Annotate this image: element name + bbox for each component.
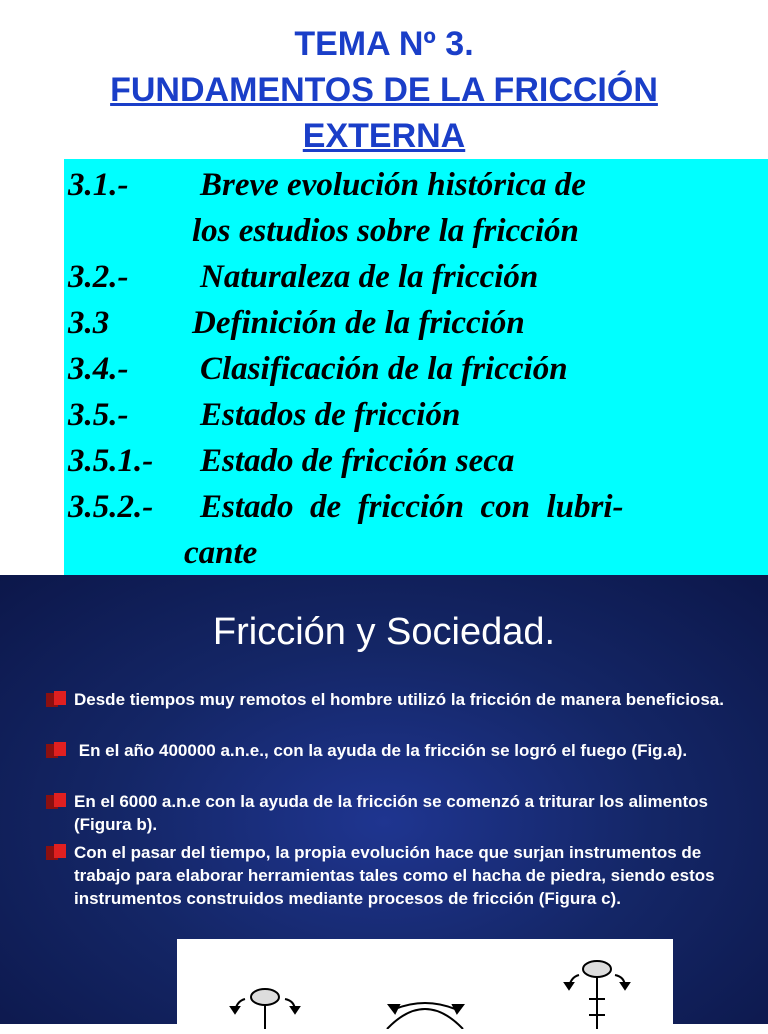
table-of-contents bbox=[64, 159, 768, 576]
toc-text: los estudios sobre la fricción bbox=[192, 213, 579, 249]
toc-text: Estados de fricción bbox=[200, 397, 461, 433]
bullet-text: Desde tiempos muy remotos el hombre utilizó la fricción de manera beneficiosa. bbox=[74, 690, 724, 709]
slide-subtitle-line-1: FUNDAMENTOS DE LA FRICCIÓN bbox=[110, 71, 658, 109]
toc-number: 3.5.2.- bbox=[68, 489, 154, 525]
toc-text: Naturaleza de la fricción bbox=[200, 259, 539, 295]
bullet-square-icon bbox=[46, 691, 68, 707]
toc-number: 3.5.- bbox=[68, 397, 129, 433]
toc-text: cante bbox=[184, 535, 258, 571]
slide-subtitle-line-2: EXTERNA bbox=[302, 117, 466, 155]
toc-number: 3.4.- bbox=[68, 351, 129, 387]
slide-title: TEMA Nº 3. bbox=[294, 25, 474, 63]
toc-number: 3.3 bbox=[68, 305, 110, 341]
bullet-square-icon bbox=[46, 793, 68, 809]
toc-number: 3.1.- bbox=[68, 167, 129, 203]
toc-text: Clasificación de la fricción bbox=[200, 351, 568, 387]
toc-text: Breve evolución histórica de bbox=[200, 167, 586, 203]
slide-2 bbox=[0, 575, 768, 1024]
toc-text: Estado de fricción con lubri- bbox=[200, 489, 624, 525]
toc-text: Definición de la fricción bbox=[192, 305, 525, 341]
toc-number: 3.2.- bbox=[68, 259, 129, 295]
toc-text: Estado de fricción seca bbox=[200, 443, 515, 479]
bullet-square-icon bbox=[46, 844, 68, 860]
slide-2-title: Fricción y Sociedad. bbox=[212, 611, 556, 653]
bullet-text: En el año 400000 a.n.e., con la ayuda de la fricción se logró el fuego (Fig.a). bbox=[74, 741, 688, 760]
bullet-text: Con el pasar del tiempo, la propia evolución hace que surjan instrumentos de trabajo para elaborar herramientas tales como el hacha de piedra, siendo estos instrumentos construidos mediante procesos de fricción (Figura c). bbox=[74, 843, 715, 908]
bullet-text: En el 6000 a.n.e con la ayuda de la fricción se comenzó a triturar los alimentos (Figura b). bbox=[74, 792, 708, 834]
friction-tools-figure bbox=[177, 939, 673, 1029]
bullet-square-icon bbox=[46, 742, 68, 758]
friction-tools-drawing bbox=[177, 939, 673, 1029]
toc-number: 3.5.1.- bbox=[68, 443, 154, 479]
